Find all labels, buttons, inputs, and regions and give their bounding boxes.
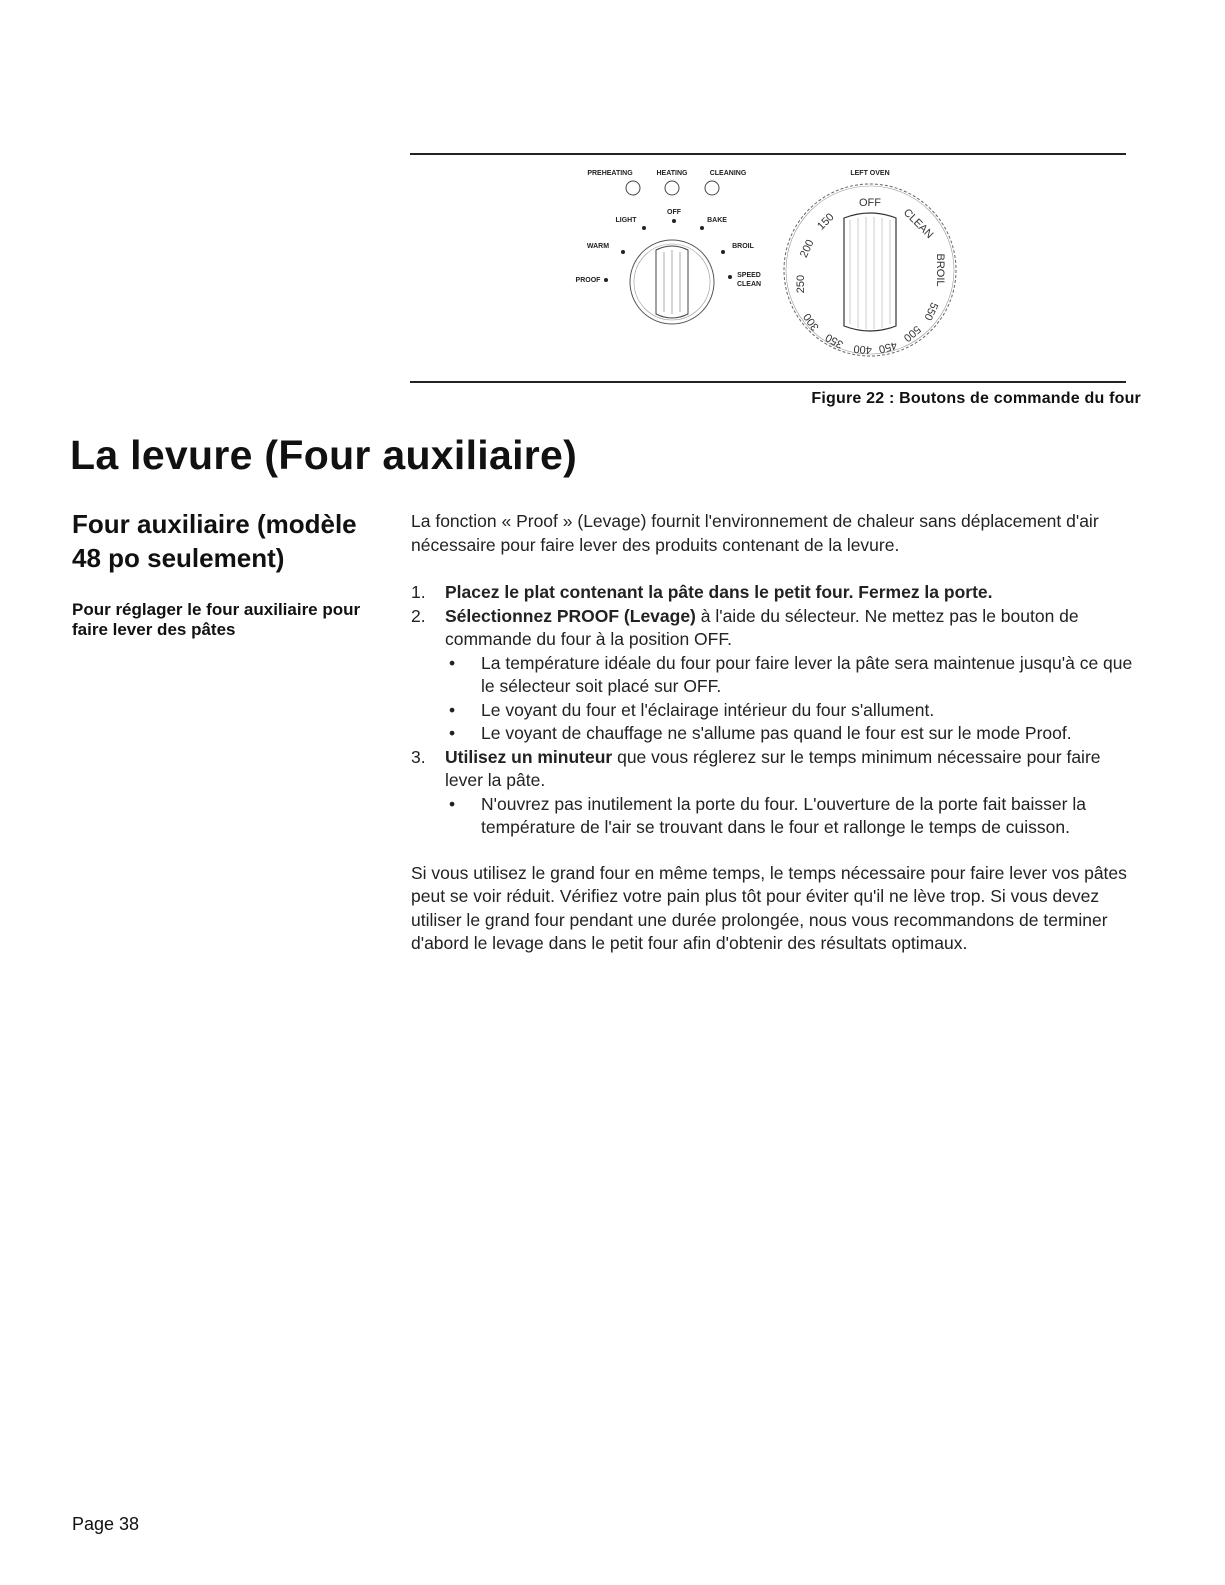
selector-label-off: OFF bbox=[667, 209, 681, 216]
temp-label-550: 550 bbox=[921, 300, 941, 323]
step-3 bbox=[411, 746, 1141, 840]
temp-label-400: 400 bbox=[853, 342, 873, 356]
bullet-text: Le voyant de chauffage ne s'allume pas quand le four est sur le mode Proof. bbox=[481, 723, 1072, 743]
preheating-indicator-light bbox=[626, 181, 640, 195]
temp-label-450: 450 bbox=[877, 338, 899, 356]
selector-dot-light bbox=[642, 226, 646, 230]
temp-label-500: 500 bbox=[901, 322, 923, 344]
temp-label-broil: BROIL bbox=[934, 253, 946, 287]
selector-label-proof: PROOF bbox=[575, 277, 601, 284]
step-number: 1. bbox=[411, 582, 426, 602]
step-2 bbox=[411, 605, 1141, 746]
selector-dot-off bbox=[672, 219, 676, 223]
bullet-glyph: • bbox=[449, 793, 456, 814]
main-content bbox=[411, 510, 1141, 956]
cleaning-indicator-light bbox=[705, 181, 719, 195]
figure-bottom-rule bbox=[410, 381, 1126, 383]
selector-label-warm: WARM bbox=[586, 243, 610, 250]
selector-dot-bake bbox=[700, 226, 704, 230]
page-number: Page 38 bbox=[72, 1514, 140, 1534]
selector-dot-warm bbox=[621, 250, 625, 254]
closing-paragraph: Si vous utilisez le grand four en même temps, le temps nécessaire pour faire lever vos pâtes peut se voir réduit. Vérifiez votre pain plus tôt pour éviter qu'il ne lève trop. Si vous devez utiliser le grand four pendant une durée prolongée, nous vous recommandons de terminer d'abord le levage dans le petit four afin d'obtenir des résultats optimaux. bbox=[411, 862, 1127, 953]
bullet-glyph: • bbox=[449, 652, 456, 673]
steps-list bbox=[411, 581, 1141, 840]
indicator-label-cleaning: CLEANING bbox=[709, 170, 747, 177]
bullet-glyph: • bbox=[449, 723, 456, 743]
heating-indicator-light bbox=[665, 181, 679, 195]
left-oven-label: LEFT OVEN bbox=[850, 170, 890, 177]
bullet-item bbox=[445, 699, 1141, 723]
step-2-bullets bbox=[445, 652, 1141, 746]
step-number: 2. bbox=[411, 605, 426, 626]
bullet-text: Le voyant du four et l'éclairage intérieur du four s'allument. bbox=[481, 699, 935, 720]
procedure-heading: Pour réglager le four auxiliaire pour faire lever des pâtes bbox=[72, 600, 361, 639]
temp-label-off: OFF bbox=[859, 197, 881, 209]
step-bold-text: Placez le plat contenant la pâte dans le petit four. Fermez la porte. bbox=[445, 582, 993, 602]
temp-label-250: 250 bbox=[795, 274, 807, 294]
step-3-bullets bbox=[445, 793, 1141, 840]
temp-label-clean: CLEAN bbox=[900, 206, 936, 242]
indicator-label-heating: HEATING bbox=[656, 170, 688, 177]
selector-dot-proof bbox=[604, 278, 608, 282]
section-title: Four auxiliaire (modèle 48 po seulement) bbox=[72, 509, 357, 573]
step-text: que vous réglerez sur le temps minimum nécessaire pour faire lever la pâte. bbox=[445, 746, 1101, 790]
bullet-item bbox=[445, 652, 1141, 699]
step-text: à l'aide du sélecteur. Ne mettez pas le bouton de commande du four à la position OFF. bbox=[445, 605, 1079, 649]
selector-label-clean: CLEAN bbox=[736, 281, 762, 288]
step-number: 3. bbox=[411, 746, 426, 767]
indicator-label-preheating: PREHEATING bbox=[587, 170, 633, 177]
page-title: La levure (Four auxiliaire) bbox=[70, 432, 578, 478]
figure-caption: Figure 22 : Boutons de commande du four bbox=[811, 390, 1141, 407]
selector-dot-speed-clean bbox=[728, 275, 732, 279]
bullet-text: La température idéale du four pour faire lever la pâte sera maintenue jusqu'à ce que le sélecteur soit placé sur OFF. bbox=[481, 652, 1133, 696]
temp-label-200: 200 bbox=[797, 237, 817, 260]
temp-label-300: 300 bbox=[801, 310, 822, 333]
bullet-item bbox=[445, 722, 1141, 746]
selector-label-speed: SPEED bbox=[737, 272, 761, 279]
step-1 bbox=[411, 581, 1141, 605]
selector-dot-broil bbox=[721, 250, 725, 254]
step-bold-text: Utilisez un minuteur bbox=[445, 746, 613, 767]
temp-label-350: 350 bbox=[823, 330, 846, 351]
bullet-text: N'ouvrez pas inutilement la porte du four. L'ouverture de la porte fait baisser la température de l'air se trouvant dans le four et rallonge le temps de cuisson. bbox=[481, 793, 1086, 837]
selector-label-bake: BAKE bbox=[707, 217, 727, 224]
mode-selector-knob bbox=[630, 240, 714, 324]
intro-paragraph: La fonction « Proof » (Levage) fournit l'environnement de chaleur sans déplacement d'air nécessaire pour faire lever des produits contenant de la levure. bbox=[411, 511, 1099, 555]
selector-label-broil: BROIL bbox=[732, 243, 754, 250]
selector-label-light: LIGHT bbox=[615, 217, 637, 224]
figure-top-rule bbox=[410, 153, 1126, 155]
oven-control-figure bbox=[560, 160, 980, 370]
step-bold-text: Sélectionnez PROOF (Levage) bbox=[445, 605, 696, 626]
bullet-item bbox=[445, 793, 1141, 840]
bullet-glyph: • bbox=[449, 699, 456, 720]
temp-label-150: 150 bbox=[815, 211, 837, 233]
